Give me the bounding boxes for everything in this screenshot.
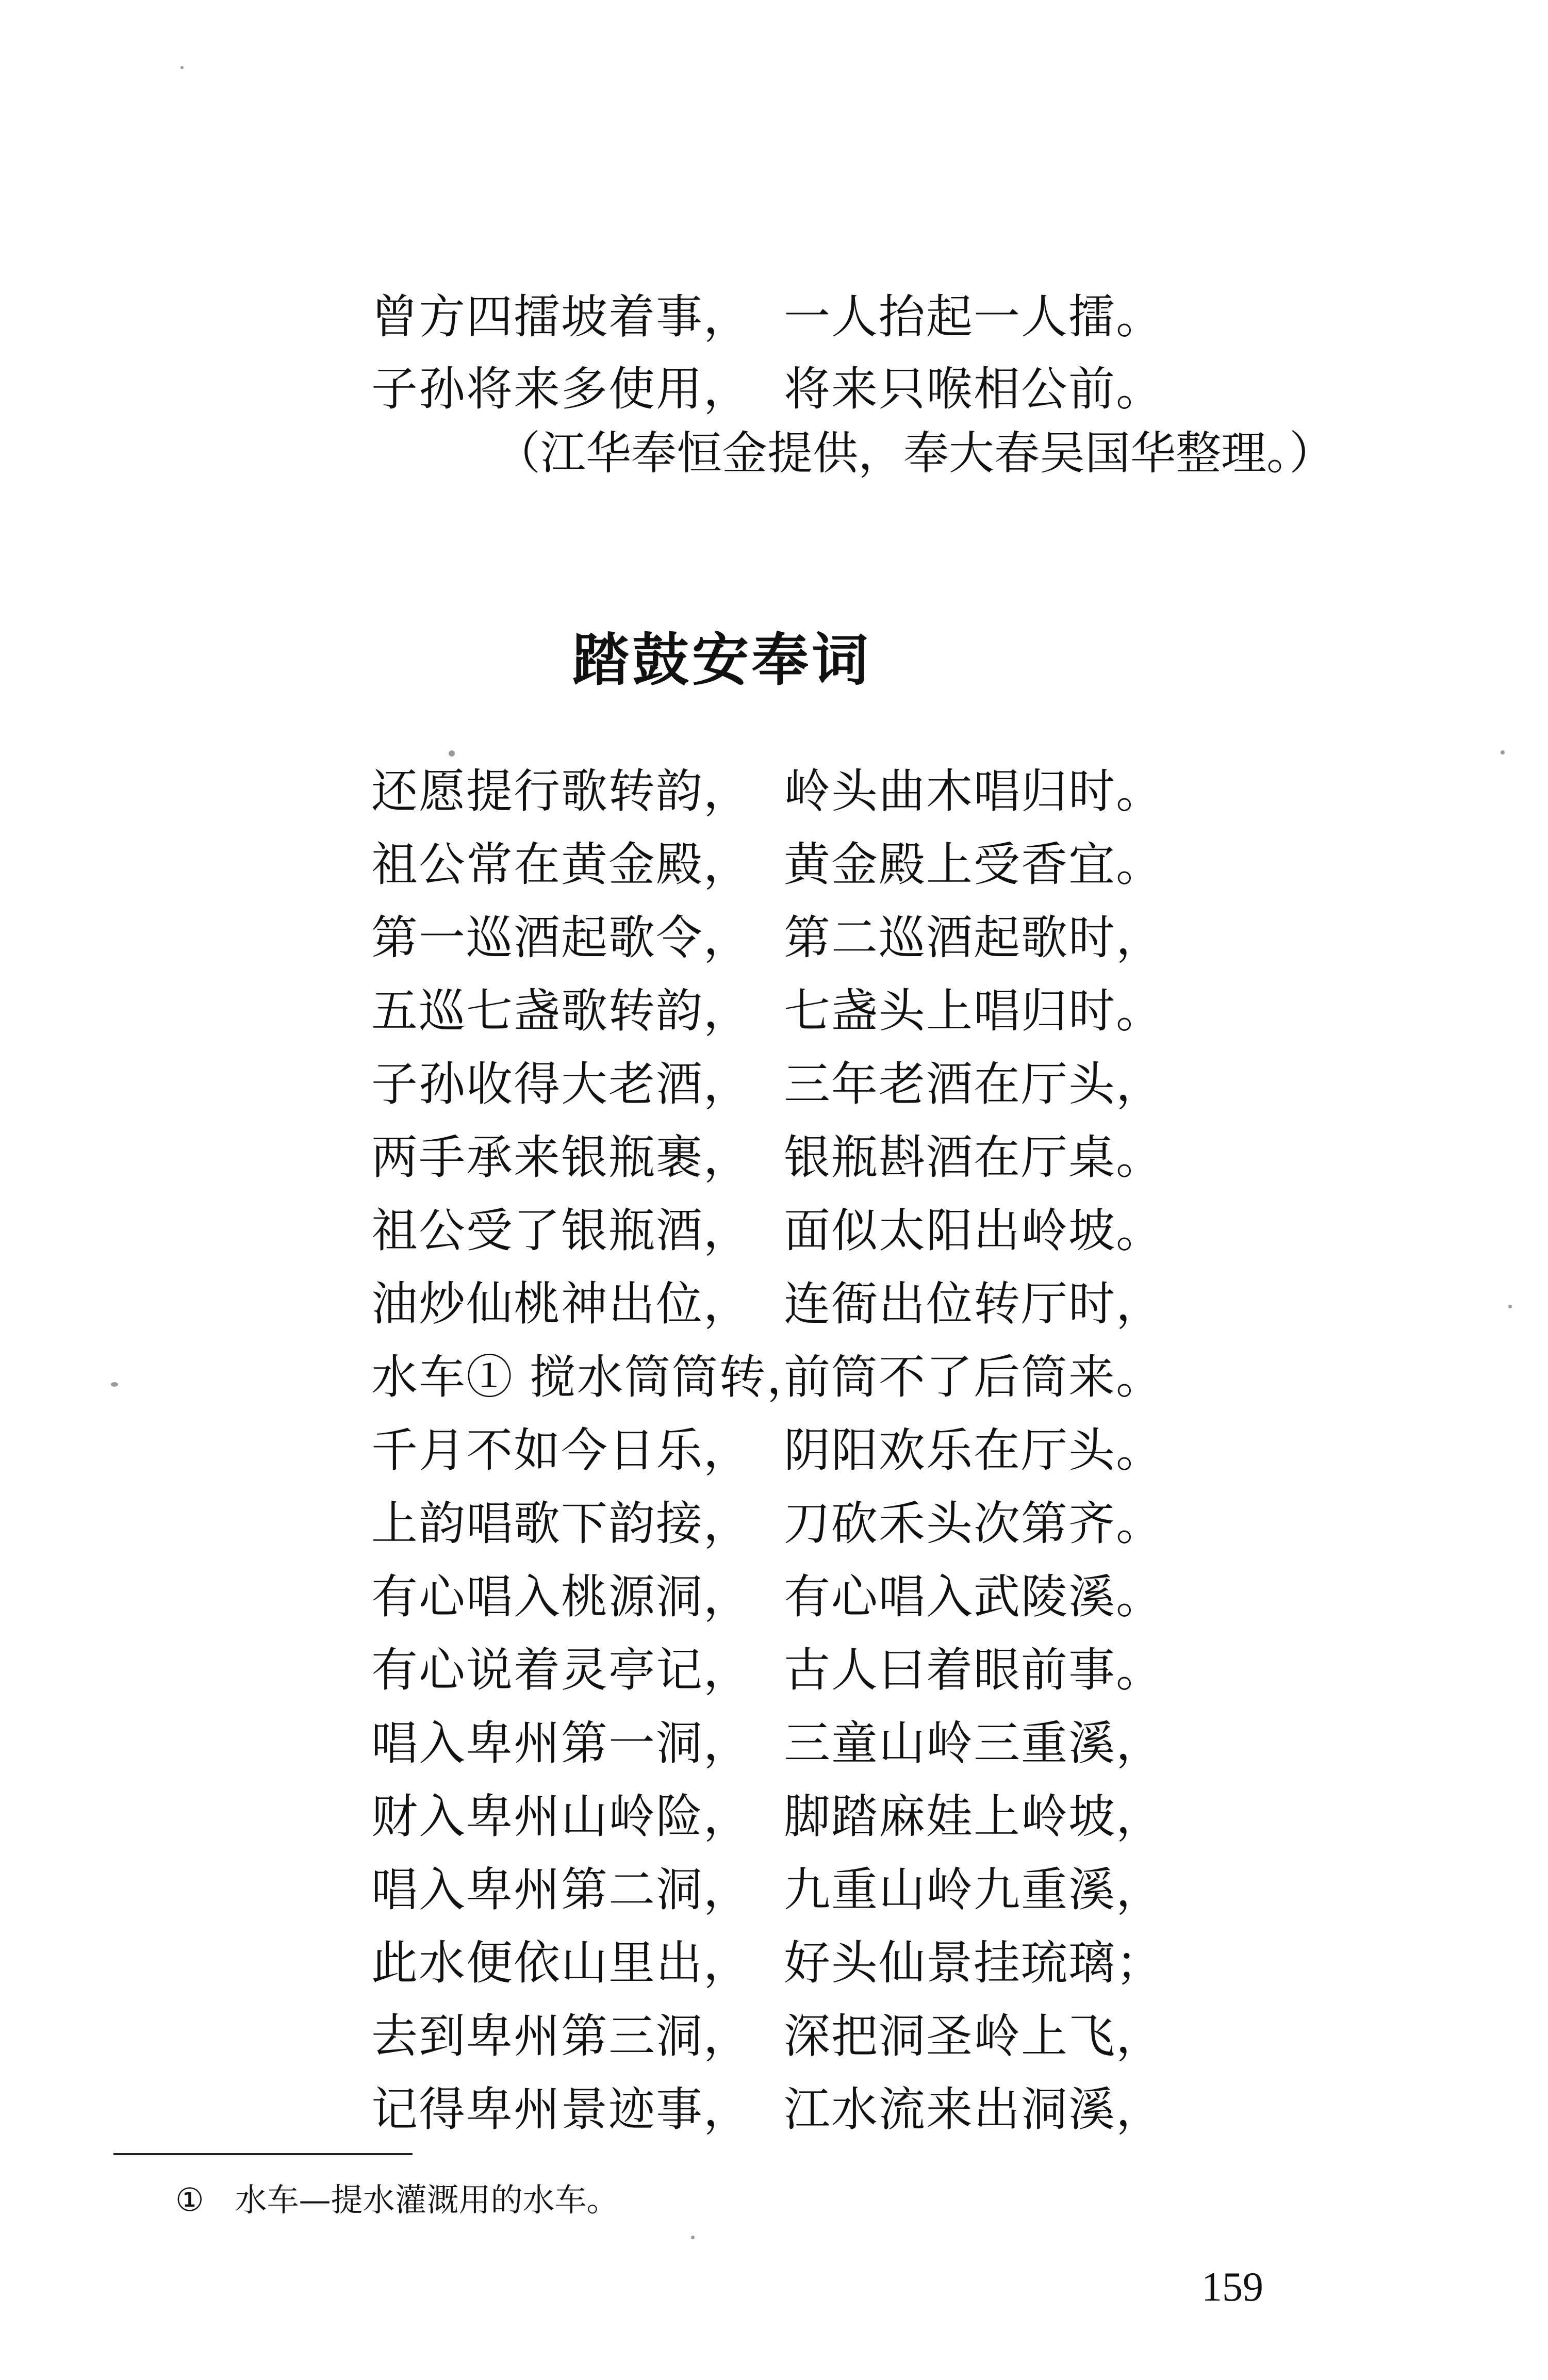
verse-left: 上韵唱歌下韵接， [371, 1497, 751, 1551]
verse-right: 第二巡酒起歌时， [784, 911, 1163, 965]
paper-speck [449, 750, 455, 757]
verse-right: 前筒不了后筒来。 [784, 1350, 1163, 1404]
verse-left: 祖公受了银瓶酒， [371, 1204, 751, 1258]
paper-speck [180, 66, 184, 69]
paper-speck [111, 1382, 118, 1387]
verse-left: 油炒仙桃神出位， [371, 1277, 751, 1331]
verse-right: 一人抬起一人擂。 [784, 290, 1163, 344]
verse-left: 子孙将来多使用， [371, 362, 751, 416]
verse-left: 此水便依山里出， [371, 1936, 751, 1990]
verse-right: 脚踏麻娃上岭坡， [784, 1790, 1163, 1844]
verse-right: 三年老酒在厅头， [784, 1057, 1163, 1111]
verse-right: 阴阳欢乐在厅头。 [784, 1423, 1163, 1478]
verse-right: 古人曰着眼前事。 [784, 1643, 1163, 1697]
verse-right: 江水流来出洞溪， [784, 2082, 1163, 2137]
verse-right: 黄金殿上受香宜。 [784, 838, 1163, 892]
verse-left: 唱入卑州第一洞， [371, 1716, 751, 1770]
verse-right: 深把洞圣岭上飞， [784, 2009, 1163, 2063]
verse-left: 第一巡酒起歌令， [371, 911, 751, 965]
verse-left: 五巡七盏歌转韵， [371, 984, 751, 1038]
verse-right: 连衙出位转厅时， [784, 1277, 1163, 1331]
verse-left: 还愿提行歌转韵， [371, 764, 751, 818]
verse-left: 记得卑州景迹事， [371, 2082, 751, 2137]
paper-speck [691, 2236, 695, 2239]
verse-right: 九重山岭九重溪， [784, 1863, 1163, 1917]
page-number: 159 [1201, 2264, 1263, 2310]
footnote [175, 2181, 619, 2219]
verse-left: 两手承来银瓶裹， [371, 1130, 751, 1185]
credit-line: （江华奉恒金提供，奉大春吴国华整理。） [495, 426, 1335, 480]
footnote-mark: ① [175, 2181, 204, 2219]
verse-couplet [371, 2082, 1196, 2185]
verse-left: 子孙收得大老酒， [371, 1057, 751, 1111]
verse-right: 银瓶斟酒在厅桌。 [784, 1130, 1163, 1185]
verse-right: 有心唱入武陵溪。 [784, 1570, 1163, 1624]
footnote-divider [113, 2153, 413, 2155]
verse-right: 岭头曲木唱归时。 [784, 764, 1163, 818]
verse-right: 刀砍禾头次第齐。 [784, 1497, 1163, 1551]
paper-speck [1508, 1305, 1512, 1308]
verse-left: 水车① 搅水筒筒转， [371, 1350, 814, 1404]
paper-speck [1501, 750, 1505, 754]
verse-right: 三童山岭三重溪， [784, 1716, 1163, 1770]
verse-left: 曾方四擂坡着事， [371, 290, 751, 344]
verse-left: 财入卑州山岭险， [371, 1790, 751, 1844]
footnote-text: 水车—提水灌溉用的水车。 [235, 2181, 619, 2219]
verse-left: 唱入卑州第二洞， [371, 1863, 751, 1917]
verse-right: 七盏头上唱归时。 [784, 984, 1163, 1038]
section-title: 踏鼓安奉词 [572, 627, 871, 693]
verse-right: 面似太阳出岭坡。 [784, 1204, 1163, 1258]
verse-left: 去到卑州第三洞， [371, 2009, 751, 2063]
verse-left: 有心唱入桃源洞， [371, 1570, 751, 1624]
verse-left: 有心说着灵亭记， [371, 1643, 751, 1697]
verse-left: 千月不如今日乐， [371, 1423, 751, 1478]
verse-right: 好头仙景挂琉璃； [784, 1936, 1163, 1990]
verse-left: 祖公常在黄金殿， [371, 838, 751, 892]
verse-right: 将来只喉相公前。 [784, 362, 1163, 416]
